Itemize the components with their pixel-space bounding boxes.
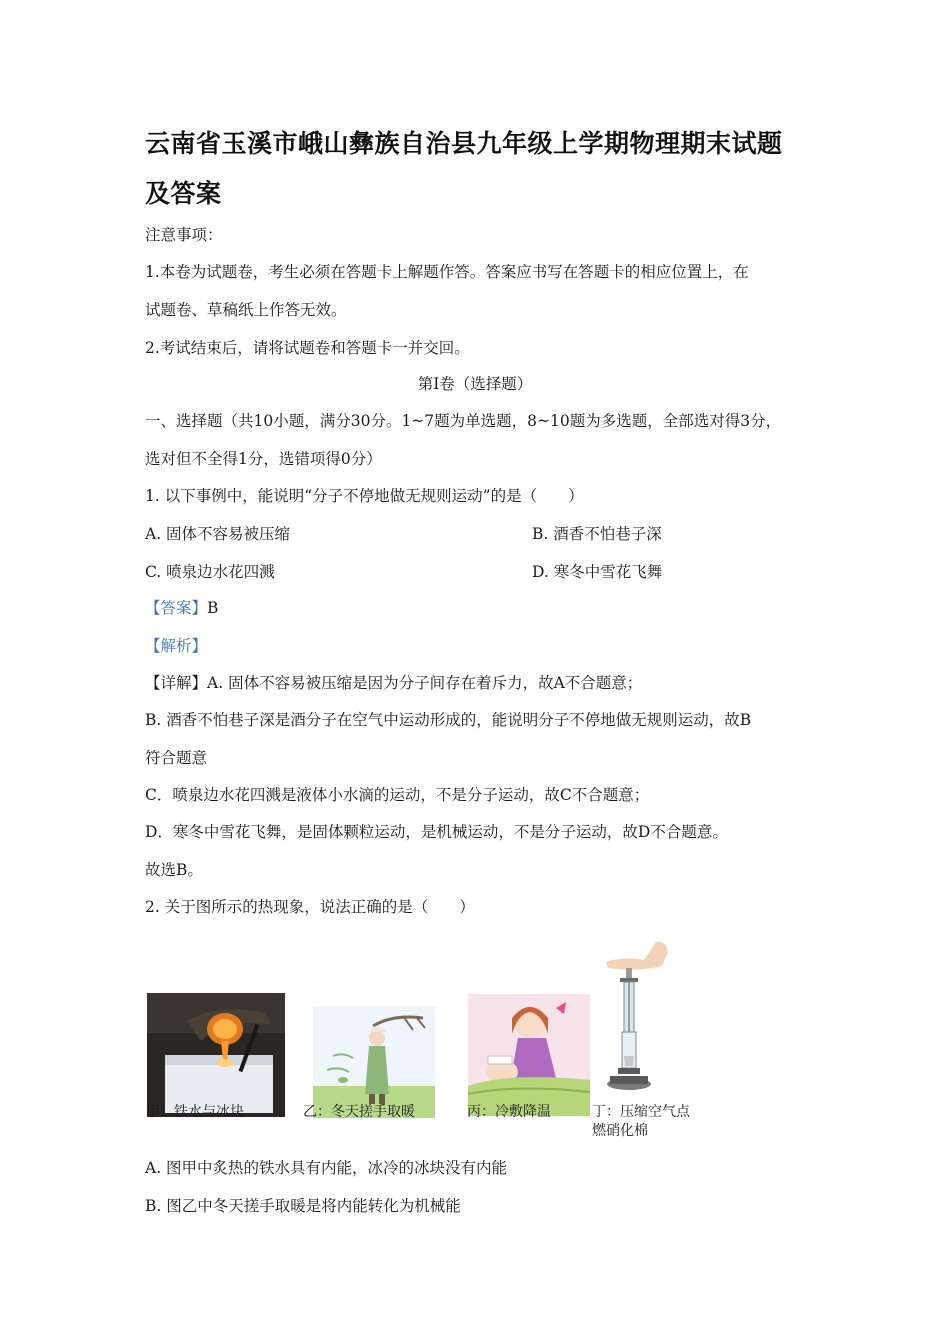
caption-jia: 甲：铁水与冰块: [146, 1104, 244, 1120]
notice-item-2: 2.考试结束后，请将试题卷和答题卡一并交回。: [145, 339, 470, 357]
section-heading-cont: 选对但不全得1分，选错项得0分）: [145, 450, 382, 468]
q1-answer: [145, 598, 218, 618]
notice-item-1-cont: 试题卷、草稿纸上作答无效。: [145, 301, 347, 319]
q1-option-b: B. 酒香不怕巷子深: [532, 525, 662, 543]
q1-detail-b: B. 酒香不怕巷子深是酒分子在空气中运动形成的，能说明分子不停地做无规则运动，故B: [145, 711, 752, 729]
volume-heading: 第I卷（选择题）: [417, 375, 533, 393]
notice-item-1: 1.本卷为试题卷，考生必须在答题卡上解题作答。答案应书写在答题卡的相应位置上，在: [145, 263, 749, 281]
q1-detail-b-cont: 符合题意: [145, 749, 208, 767]
caption-ding-cont: 燃硝化棉: [592, 1123, 648, 1139]
document-title-line1: 云南省玉溪市峨山彝族自治县九年级上学期物理期末试题: [145, 129, 783, 158]
figure-air-compression-image: [600, 936, 672, 1096]
q1-option-c: C. 喷泉边水花四溅: [145, 563, 275, 581]
document-title-line2: 及答案: [145, 179, 222, 208]
answer-tag: 【答案】: [145, 599, 208, 617]
q1-stem: 1. 以下事例中，能说明“分子不停地做无规则运动”的是（ ）: [145, 487, 584, 505]
q1-detail-c: C．喷泉边水花四溅是液体小水滴的运动，不是分子运动，故C不合题意；: [145, 786, 650, 804]
q1-conclusion: 故选B。: [145, 861, 203, 879]
notice-heading: 注意事项：: [145, 226, 223, 244]
q2-stem: 2. 关于图所示的热现象，说法正确的是（ ）: [145, 898, 475, 916]
caption-ding: 丁：压缩空气点: [592, 1104, 690, 1120]
q1-detail-a: 【详解】A. 固体不容易被压缩是因为分子间存在着斥力，故A不合题意；: [145, 674, 643, 692]
caption-bing: 丙：冷敷降温: [467, 1104, 551, 1120]
section-heading: 一、选择题（共10小题，满分30分。1~7题为单选题，8~10题为多选题，全部选对得3分，: [145, 412, 782, 430]
q1-detail-d: D．寒冬中雪花飞舞，是固体颗粒运动，是机械运动，不是分子运动，故D不合题意。: [145, 823, 728, 841]
q2-option-a: A. 图甲中炙热的铁水具有内能，冰冷的冰块没有内能: [145, 1159, 508, 1177]
answer-value: B: [207, 599, 219, 617]
q2-option-b: B. 图乙中冬天搓手取暖是将内能转化为机械能: [145, 1197, 461, 1215]
q1-option-d: D. 寒冬中雪花飞舞: [532, 563, 663, 581]
q1-option-a: A. 固体不容易被压缩: [145, 525, 291, 543]
analysis-tag: 【解析】: [145, 637, 208, 655]
detail-tag: 【详解】: [145, 674, 208, 692]
caption-yi: 乙：冬天搓手取暖: [303, 1104, 415, 1120]
